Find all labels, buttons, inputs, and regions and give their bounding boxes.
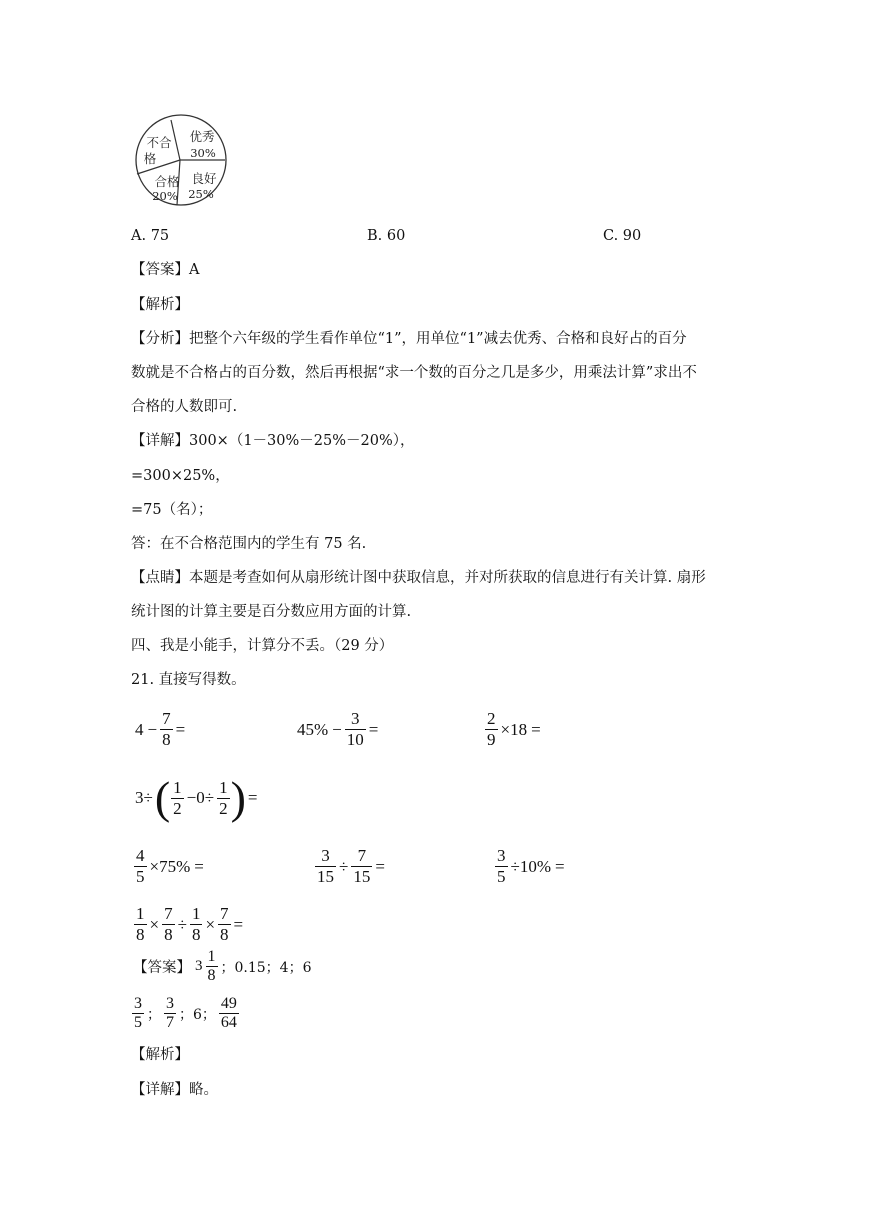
xiangjie-line-4: 答：在不合格范围内的学生有 75 名.	[131, 536, 367, 552]
answer-line: 【答案】A	[131, 262, 200, 278]
detail-2: 【详解】略。	[131, 1082, 218, 1098]
expr-4-5-times-75pct: $\frac{4}{5}$ ×75% =	[136, 846, 204, 886]
fenxi-line-2: 数就是不合格占的百分数，然后再根据“求一个数的百分之几是多少，用乘法计算”求出不	[131, 365, 697, 381]
fenxi-line-3: 合格的人数即可.	[131, 399, 238, 415]
pie-value-excellent: 30%	[190, 146, 216, 160]
analysis-heading: 【解析】	[131, 297, 189, 313]
pie-label-fail-1: 不合	[146, 135, 172, 150]
xiangjie-line-2: =300×25%，	[131, 468, 230, 484]
analysis-2-heading: 【解析】	[131, 1047, 189, 1063]
expr-4-minus-7-8: 4 − $\frac{7}{8}$ =	[135, 709, 186, 749]
xiangjie-line-3: =75（名）；	[131, 502, 213, 518]
pie-value-good: 25%	[188, 187, 214, 201]
section-four-title: 四、我是小能手，计算分不丢。（29 分）	[131, 638, 394, 654]
expr-3-15-div-7-15: $\frac{3}{15}$ ÷ $\frac{7}{15}$ =	[317, 846, 385, 886]
pie-value-pass: 20%	[152, 189, 178, 203]
xiangjie-line-1: 【详解】300×（1－30%－25%－20%），	[131, 433, 415, 449]
expr-2-9-times-18: $\frac{2}{9}$ ×18 =	[487, 709, 541, 749]
answer-2-line: 【答案】 3 $\frac{1}{8}$ ；0.15；4；6	[133, 948, 312, 984]
option-a: A. 75	[131, 228, 170, 244]
answer-3-line: $\frac{3}{5}$ ； $\frac{3}{7}$ ；6； $\frac{49}{64}$	[134, 995, 237, 1031]
dianjing-line-2: 统计图的计算主要是百分数应用方面的计算.	[131, 604, 412, 620]
right-paren: )	[230, 772, 246, 823]
option-c: C. 90	[603, 228, 642, 244]
pie-label-fail-2: 格	[143, 151, 157, 166]
question-21: 21. 直接写得数。	[131, 672, 246, 688]
expr-45pct-minus-3-10: 45% − $\frac{3}{10}$ =	[297, 709, 379, 749]
pie-label-pass: 合格	[154, 174, 180, 189]
pie-chart	[131, 114, 233, 206]
dianjing-line-1: 【点睛】本题是考查如何从扇形统计图中获取信息，并对所获取的信息进行有关计算. 扇形	[131, 570, 706, 586]
pie-label-good: 良好	[191, 171, 217, 186]
fenxi-line-1: 【分析】把整个六年级的学生看作单位“1”，用单位“1”减去优秀、合格和良好占的百分	[131, 331, 687, 347]
pie-label-excellent: 优秀	[189, 129, 215, 144]
expr-3-div-paren: 3÷( $\frac{1}{2}$ −0÷ $\frac{1}{2}$ ) =	[135, 772, 258, 823]
expr-1-8-chain: $\frac{1}{8}$ × $\frac{7}{8}$ ÷ $\frac{1}{8}$ × $\frac{7}{8}$ =	[136, 904, 244, 944]
left-paren: (	[154, 772, 171, 823]
option-b: B. 60	[367, 228, 406, 244]
expr-3-5-div-10pct: $\frac{3}{5}$ ÷10% =	[497, 846, 565, 886]
